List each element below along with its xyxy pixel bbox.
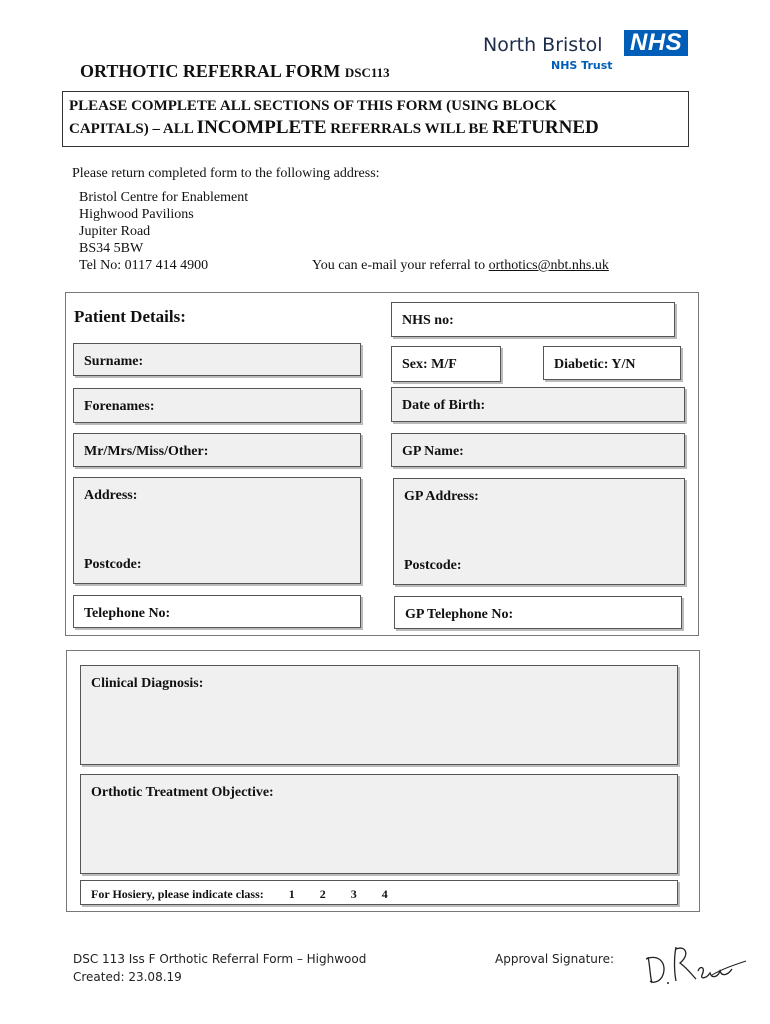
email-prefix: You can e-mail your referral to [312, 258, 489, 273]
address-line: BS34 5BW [79, 241, 144, 256]
hosiery-class-option[interactable]: 4 [381, 887, 388, 901]
banner-line-2 [69, 117, 682, 140]
tel-line: Tel No: 0117 414 4900 [79, 258, 209, 273]
nhs-number-field[interactable]: NHS no: [391, 302, 675, 337]
gp-name-field[interactable]: GP Name: [391, 433, 685, 467]
instruction-banner [62, 91, 689, 147]
forenames-field[interactable]: Forenames: [73, 388, 361, 423]
address-line: Jupiter Road [79, 224, 151, 239]
email-link[interactable]: orthotics@nbt.nhs.uk [488, 258, 609, 273]
patient-details-title: Patient Details: [74, 307, 186, 326]
clinical-diagnosis-field[interactable]: Clinical Diagnosis: [80, 665, 678, 765]
hosiery-class-row [80, 880, 678, 905]
doc-reference: DSC 113 Iss F Orthotic Referral Form – Highwood [73, 952, 367, 966]
return-address [79, 189, 248, 274]
date-of-birth-field[interactable]: Date of Birth: [391, 387, 685, 422]
banner-emphasis: RETURNED [492, 117, 599, 138]
created-date: Created: 23.08.19 [73, 970, 182, 984]
form-title [80, 61, 390, 82]
email-line [312, 257, 609, 274]
form-code: DSC113 [344, 65, 390, 80]
form-title-text: ORTHOTIC REFERRAL FORM [80, 61, 341, 81]
trust-name: NHS Trust [551, 59, 613, 72]
diabetic-field[interactable]: Diabetic: Y/N [543, 346, 681, 380]
surname-field[interactable]: Surname: [73, 343, 361, 376]
approval-signature [640, 935, 750, 990]
return-intro: Please return completed form to the following address: [72, 166, 380, 181]
title-field[interactable]: Mr/Mrs/Miss/Other: [73, 433, 361, 467]
approval-label: Approval Signature: [495, 952, 614, 966]
telephone-field[interactable]: Telephone No: [73, 595, 361, 628]
banner-emphasis: INCOMPLETE [196, 117, 327, 138]
gp-address-label: GP Address: [404, 489, 479, 504]
postcode-label: Postcode: [84, 557, 142, 572]
address-label: Address: [84, 488, 138, 503]
treatment-objective-field[interactable]: Orthotic Treatment Objective: [80, 774, 678, 874]
hosiery-class-option[interactable]: 3 [350, 887, 357, 901]
sex-field[interactable]: Sex: M/F [391, 346, 501, 382]
hosiery-class-option[interactable]: 2 [319, 887, 326, 901]
hosiery-label: For Hosiery, please indicate class: [91, 887, 264, 901]
address-line: Bristol Centre for Enablement [79, 190, 249, 205]
gp-address-field[interactable] [393, 478, 685, 585]
banner-text: CAPITALS) – ALL [69, 121, 197, 137]
footer-doc-info [73, 950, 366, 986]
address-line: Highwood Pavilions [79, 207, 194, 222]
banner-line-1: PLEASE COMPLETE ALL SECTIONS OF THIS FORM (USING BLOCK [69, 98, 557, 114]
address-field[interactable] [73, 477, 361, 584]
nhs-logo: NHS [624, 30, 688, 56]
hosiery-class-option[interactable]: 1 [288, 887, 295, 901]
gp-postcode-label: Postcode: [404, 558, 462, 573]
gp-telephone-field[interactable]: GP Telephone No: [394, 596, 682, 629]
org-name: North Bristol [483, 34, 603, 56]
banner-text: REFERRALS WILL BE [326, 121, 493, 137]
